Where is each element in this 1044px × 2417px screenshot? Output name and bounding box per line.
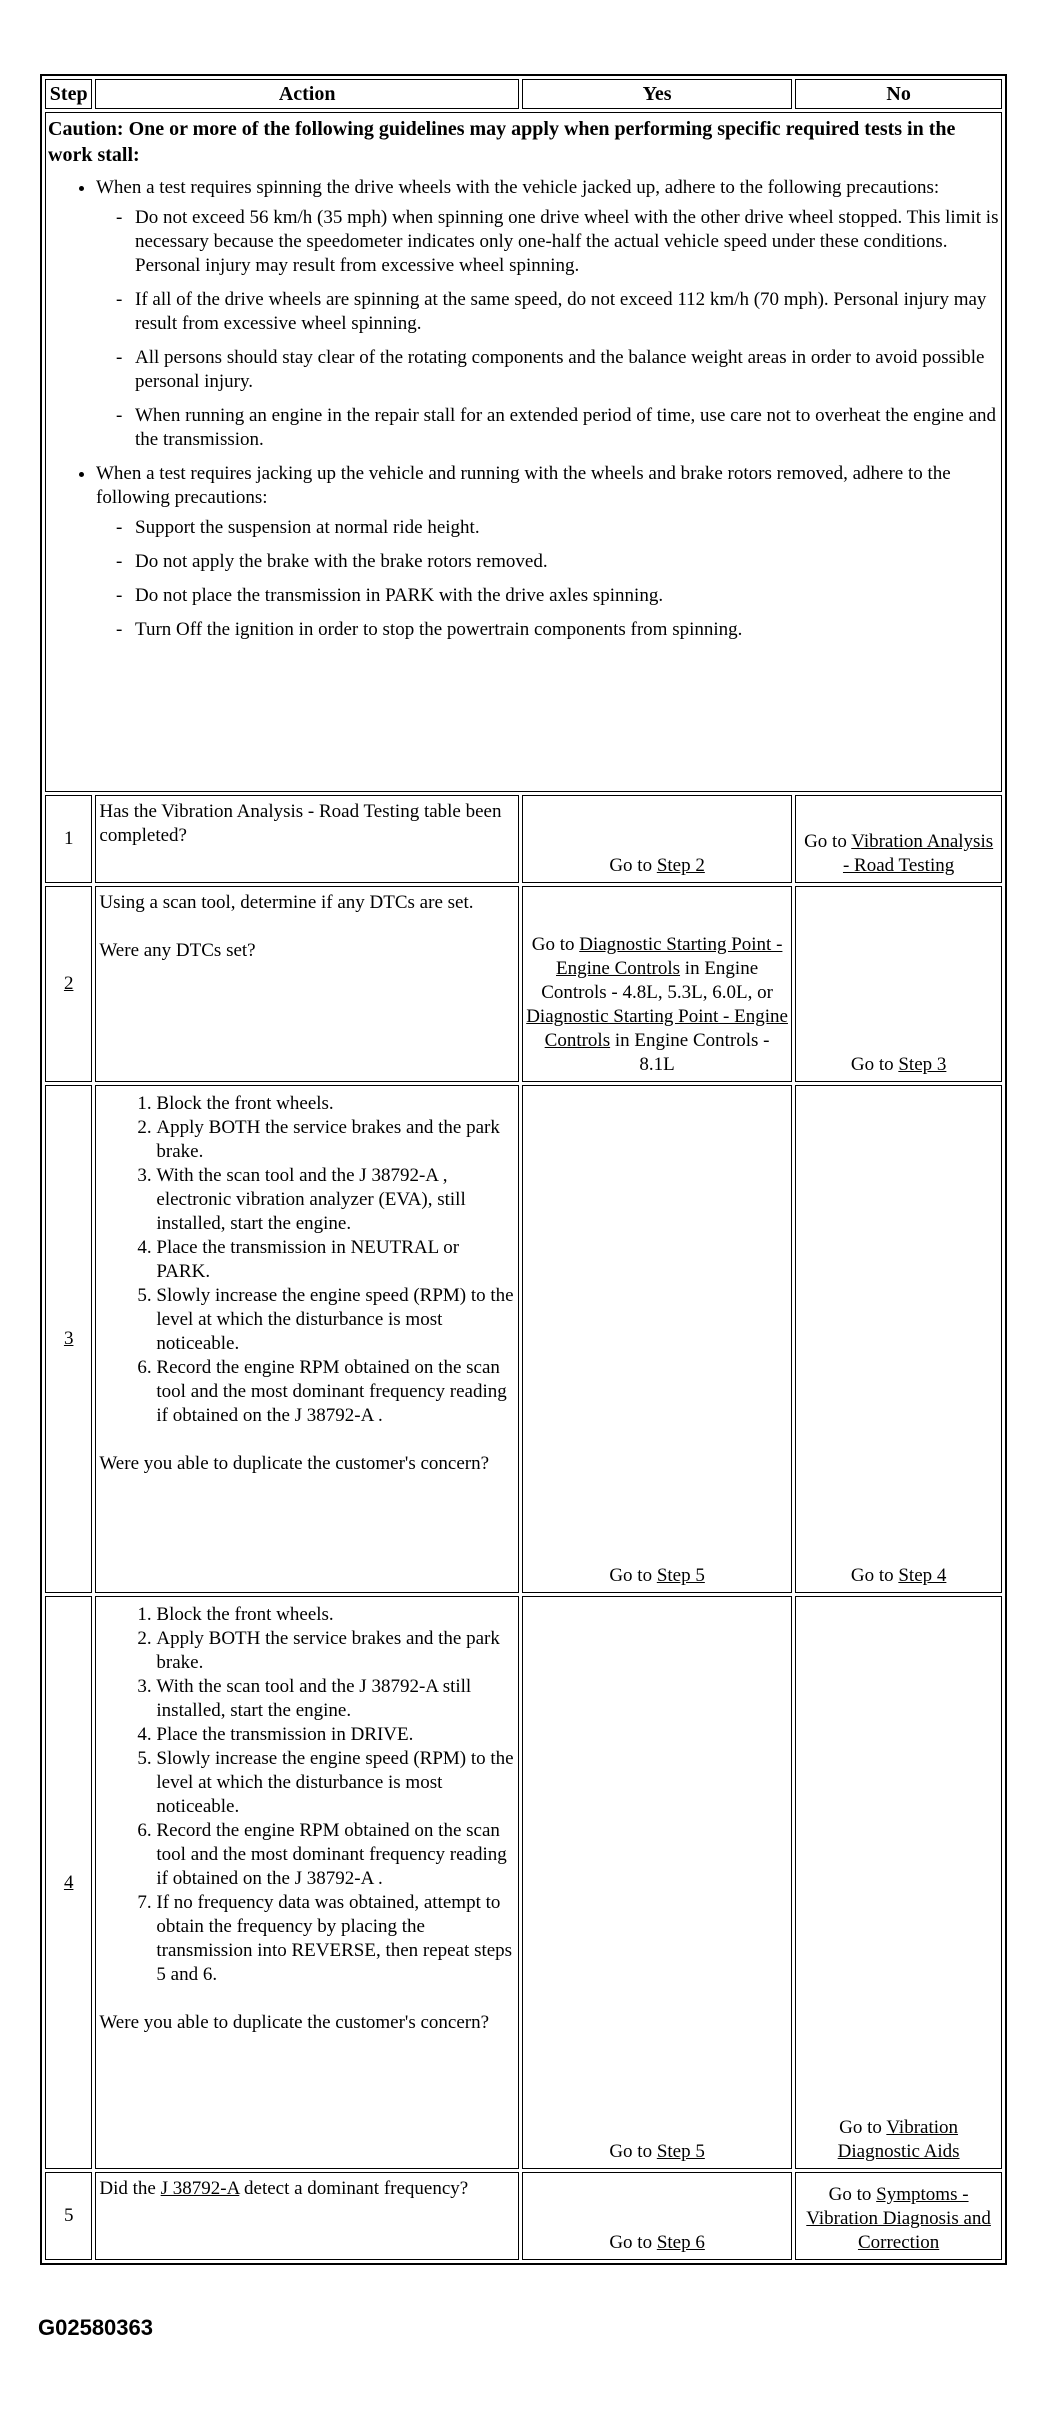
- yes-cell: [522, 1085, 792, 1593]
- no-prefix: Go to: [850, 1565, 899, 1586]
- step-2-link[interactable]: Step 2: [656, 855, 705, 876]
- step-4-link[interactable]: Step 4: [898, 1565, 947, 1586]
- action-question: Were you able to duplicate the customer's concern?: [99, 2012, 490, 2033]
- no-cell: [795, 1596, 1002, 2169]
- diagnostic-starting-point-link[interactable]: Diagnostic Starting Point - Engine Controls: [556, 934, 783, 979]
- vibration-diagnostic-aids-link[interactable]: Vibration Diagnostic Aids: [837, 2117, 960, 2162]
- no-cell: [795, 886, 1002, 1082]
- header-yes: Yes: [522, 79, 792, 109]
- caution-bullet-text: When a test requires spinning the drive wheels with the vehicle jacked up, adhere to the following precautions:: [96, 177, 940, 198]
- procedure-item: 6. Record the engine RPM obtained on the scan tool and the most dominant frequency reading if obtained on the J 38792-A .: [156, 1819, 515, 1891]
- procedure-item: 5. Slowly increase the engine speed (RPM) to the level at which the disturbance is most noticeable.: [156, 1747, 515, 1819]
- precaution-item: - Do not place the transmission in PARK with the drive axles spinning.: [116, 584, 999, 608]
- vibration-analysis-road-testing-link[interactable]: Vibration Analysis - Road Testing: [842, 831, 994, 876]
- step-3-link[interactable]: Step 3: [898, 1054, 947, 1075]
- j38792a-link[interactable]: J 38792-A: [160, 2178, 240, 2199]
- yes-middle-text: in Engine Controls - 4.8L, 5.3L, 6.0L, or: [541, 958, 773, 1003]
- procedure-item: 4. Place the transmission in NEUTRAL or PARK.: [156, 1236, 515, 1284]
- step-5-link[interactable]: Step 5: [656, 1565, 705, 1586]
- caution-cell: [45, 112, 1002, 792]
- procedure-item: 2. Apply BOTH the service brakes and the park brake.: [156, 1627, 515, 1675]
- precaution-item: - Do not apply the brake with the brake rotors removed.: [116, 550, 999, 574]
- header-action: Action: [95, 79, 519, 109]
- procedure-item: 4. Place the transmission in DRIVE.: [156, 1723, 515, 1747]
- step-5-link[interactable]: Step 5: [656, 2141, 705, 2162]
- caution-row: [45, 112, 1002, 792]
- precaution-item: - All persons should stay clear of the rotating components and the balance weight areas in order to avoid possible personal injury.: [116, 346, 999, 394]
- no-cell: [795, 795, 1002, 883]
- caution-title: Caution: One or more of the following guidelines may apply when performing specific required tests in the work stall:: [48, 118, 956, 166]
- procedure-item: 3. With the scan tool and the J 38792-A , electronic vibration analyzer (EVA), still installed, start the engine.: [156, 1164, 515, 1236]
- diagnostic-starting-point-link[interactable]: Diagnostic Starting Point - Engine Controls: [526, 1006, 788, 1051]
- table-row: [45, 1596, 1002, 2169]
- table-row: [45, 886, 1002, 1082]
- procedure-list: [99, 1092, 515, 1428]
- step-number-link[interactable]: 3: [45, 1085, 92, 1593]
- precaution-item: - If all of the drive wheels are spinning at the same speed, do not exceed 112 km/h (70 mph). Personal injury may result from excessive wheel spinning.: [116, 288, 999, 336]
- precaution-list: [96, 206, 999, 452]
- yes-prefix: Go to: [609, 855, 657, 876]
- yes-cell: [522, 886, 792, 1082]
- procedure-item: 1. Block the front wheels.: [156, 1092, 515, 1116]
- table-row: [45, 795, 1002, 883]
- step-number-link[interactable]: 4: [45, 1596, 92, 2169]
- action-text: Did the: [99, 2178, 161, 2199]
- no-prefix: Go to: [804, 831, 852, 852]
- yes-prefix: Go to: [609, 2232, 657, 2253]
- procedure-item: 7. If no frequency data was obtained, attempt to obtain the frequency by placing the transmission into REVERSE, then repeat steps 5 and 6.: [156, 1891, 515, 1987]
- yes-cell: [522, 1596, 792, 2169]
- document: [40, 74, 1007, 2265]
- caution-list: [48, 176, 999, 642]
- action-text: detect a dominant frequency?: [239, 2178, 469, 2199]
- procedure-item: 1. Block the front wheels.: [156, 1603, 515, 1627]
- table-row: [45, 1085, 1002, 1593]
- step-number: 1: [45, 795, 92, 883]
- no-cell: [795, 2172, 1002, 2260]
- action-question: Were any DTCs set?: [99, 940, 256, 961]
- procedure-item: 5. Slowly increase the engine speed (RPM) to the level at which the disturbance is most noticeable.: [156, 1284, 515, 1356]
- caution-bullet-text: When a test requires jacking up the vehicle and running with the wheels and brake rotors removed, adhere to the following precautions:: [96, 463, 951, 508]
- no-cell: [795, 1085, 1002, 1593]
- yes-cell: [522, 795, 792, 883]
- header-step: Step: [45, 79, 92, 109]
- procedure-item: 6. Record the engine RPM obtained on the scan tool and the most dominant frequency reading if obtained on the J 38792-A .: [156, 1356, 515, 1428]
- precaution-item: - Do not exceed 56 km/h (35 mph) when spinning one drive wheel with the other drive wheel stopped. This limit is necessary because the speedometer indicates only one-half the actual vehicle speed under these conditions. Personal injury may result from excessive wheel spinning.: [116, 206, 999, 278]
- precaution-item: - Turn Off the ignition in order to stop the powertrain components from spinning.: [116, 618, 999, 642]
- yes-cell: [522, 2172, 792, 2260]
- procedure-item: 3. With the scan tool and the J 38792-A still installed, start the engine.: [156, 1675, 515, 1723]
- step-6-link[interactable]: Step 6: [656, 2232, 705, 2253]
- action-text: Using a scan tool, determine if any DTCs are set.: [99, 892, 474, 913]
- no-prefix: Go to: [839, 2117, 887, 2138]
- procedure-item: 2. Apply BOTH the service brakes and the park brake.: [156, 1116, 515, 1164]
- diagnostic-table: [40, 74, 1007, 2265]
- no-prefix: Go to: [850, 1054, 899, 1075]
- action-cell: [95, 1085, 519, 1593]
- precaution-item: - When running an engine in the repair stall for an extended period of time, use care not to overheat the engine and the transmission.: [116, 404, 999, 452]
- yes-prefix: Go to: [609, 1565, 657, 1586]
- action-question: Were you able to duplicate the customer's concern?: [99, 1453, 490, 1474]
- figure-id: G02580363: [38, 2315, 153, 2340]
- table-row: [45, 2172, 1002, 2260]
- yes-prefix: Go to: [531, 934, 580, 955]
- precaution-item: - Support the suspension at normal ride height.: [116, 516, 999, 540]
- table-header-row: [45, 79, 1002, 109]
- yes-suffix: in Engine Controls - 8.1L: [610, 1030, 770, 1075]
- yes-prefix: Go to: [609, 2141, 657, 2162]
- action-cell: [95, 1596, 519, 2169]
- no-prefix: Go to: [828, 2184, 877, 2205]
- action-cell: [95, 886, 519, 1082]
- procedure-list: [99, 1603, 515, 1987]
- header-no: No: [795, 79, 1002, 109]
- precaution-list: [96, 516, 999, 642]
- caution-bullet: [96, 462, 999, 642]
- step-number-link[interactable]: 2: [45, 886, 92, 1082]
- symptoms-vibration-diagnosis-link[interactable]: Symptoms - Vibration Diagnosis and Correction: [806, 2184, 991, 2253]
- caution-bullet: [96, 176, 999, 452]
- action-cell: Has the Vibration Analysis - Road Testing table been completed?: [95, 795, 519, 883]
- action-cell: [95, 2172, 519, 2260]
- step-number: 5: [45, 2172, 92, 2260]
